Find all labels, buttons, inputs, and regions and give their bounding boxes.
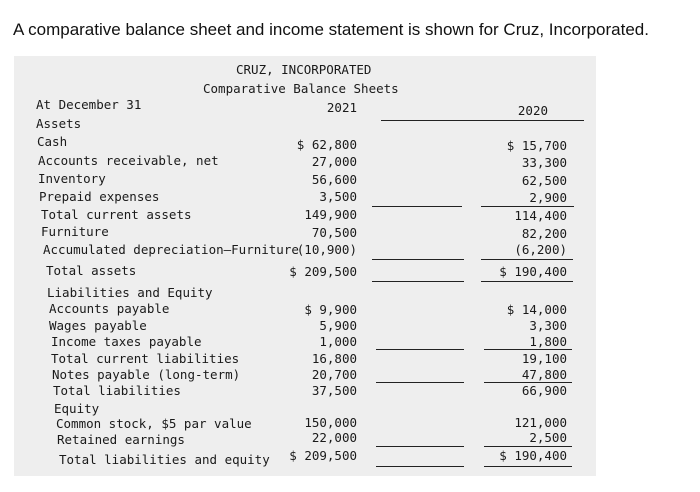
assets-heading: Assets bbox=[36, 116, 82, 131]
header-rule bbox=[381, 120, 584, 121]
value-2021: 56,600 bbox=[311, 172, 357, 187]
value-2021: (10,900) bbox=[296, 242, 357, 257]
value-2021: 1,000 bbox=[319, 334, 357, 349]
value-2021: $ 9,900 bbox=[304, 302, 357, 317]
row-label: Inventory bbox=[38, 171, 106, 186]
value-2020: $ 14,000 bbox=[506, 302, 567, 317]
subtotal-rule bbox=[484, 446, 572, 447]
subtotal-rule bbox=[481, 206, 574, 207]
date-label: At December 31 bbox=[36, 97, 142, 112]
row-label: Accounts receivable, net bbox=[38, 153, 219, 168]
row-label: Wages payable bbox=[49, 318, 147, 333]
value-2020: (6,200) bbox=[514, 242, 567, 257]
row-label: Notes payable (long-term) bbox=[52, 367, 241, 382]
row-label: Accounts payable bbox=[49, 301, 170, 316]
value-2021: 150,000 bbox=[304, 415, 357, 430]
value-2020: 19,100 bbox=[521, 351, 567, 366]
value-2020: $ 15,700 bbox=[506, 138, 567, 153]
row-label: Common stock, $5 par value bbox=[56, 416, 252, 431]
value-2021: 20,700 bbox=[311, 367, 357, 382]
year-2020-header: 2020 bbox=[517, 103, 548, 118]
balance-sheet-image bbox=[14, 56, 596, 476]
subtotal-rule bbox=[376, 382, 464, 383]
row-label: Total current assets bbox=[41, 207, 192, 222]
value-2020: 114,400 bbox=[514, 208, 567, 223]
row-label: Income taxes payable bbox=[51, 334, 202, 349]
value-2020: 47,800 bbox=[521, 367, 567, 382]
value-2021: 37,500 bbox=[311, 383, 357, 398]
value-2020: $ 190,400 bbox=[499, 448, 567, 463]
value-2021: 27,000 bbox=[311, 154, 357, 169]
row-label: Total current liabilities bbox=[51, 351, 240, 366]
question-prompt: A comparative balance sheet and income statement is shown for Cruz, Incorporated. bbox=[13, 20, 649, 39]
row-label: Furniture bbox=[41, 224, 109, 239]
company-name: CRUZ, INCORPORATED bbox=[236, 62, 372, 77]
subtotal-rule bbox=[376, 446, 464, 447]
statement-title: Comparative Balance Sheets bbox=[203, 81, 399, 96]
value-2020: 3,300 bbox=[529, 318, 567, 333]
row-label: Total liabilities bbox=[53, 383, 181, 398]
row-label: Cash bbox=[37, 134, 68, 149]
year-2021-header: 2021 bbox=[326, 100, 357, 115]
value-2021: $ 209,500 bbox=[289, 448, 357, 463]
value-2021: 3,500 bbox=[319, 189, 357, 204]
value-2021: 5,900 bbox=[319, 318, 357, 333]
value-2021: 70,500 bbox=[311, 225, 357, 240]
subtotal-rule bbox=[372, 259, 464, 260]
total-rule bbox=[484, 466, 572, 467]
value-2020: 33,300 bbox=[521, 155, 567, 170]
row-label: Total assets bbox=[46, 263, 137, 278]
row-label: Prepaid expenses bbox=[39, 189, 160, 204]
value-2020: 121,000 bbox=[514, 415, 567, 430]
value-2020: 82,200 bbox=[521, 226, 567, 241]
total-rule bbox=[481, 281, 573, 282]
row-label: Total liabilities and equity bbox=[59, 452, 270, 467]
value-2020: 2,900 bbox=[529, 190, 567, 205]
value-2020: 62,500 bbox=[521, 173, 567, 188]
value-2020: $ 190,400 bbox=[499, 264, 567, 279]
value-2020: 1,800 bbox=[529, 334, 567, 349]
row-label: Accumulated depreciation—Furniture bbox=[43, 242, 299, 257]
equity-heading: Equity bbox=[54, 401, 100, 416]
value-2021: 149,900 bbox=[304, 207, 357, 222]
value-2020: 66,900 bbox=[521, 383, 567, 398]
value-2021: 22,000 bbox=[311, 430, 357, 445]
subtotal-rule bbox=[376, 349, 464, 350]
subtotal-rule bbox=[372, 206, 462, 207]
value-2021: $ 62,800 bbox=[296, 137, 357, 152]
total-rule bbox=[372, 281, 464, 282]
row-label: Retained earnings bbox=[57, 432, 185, 447]
value-2020: 2,500 bbox=[529, 430, 567, 445]
value-2021: $ 209,500 bbox=[289, 264, 357, 279]
subtotal-rule bbox=[481, 259, 573, 260]
liabilities-heading: Liabilities and Equity bbox=[47, 285, 213, 300]
subtotal-rule bbox=[484, 349, 572, 350]
value-2021: 16,800 bbox=[311, 351, 357, 366]
total-rule bbox=[376, 466, 464, 467]
